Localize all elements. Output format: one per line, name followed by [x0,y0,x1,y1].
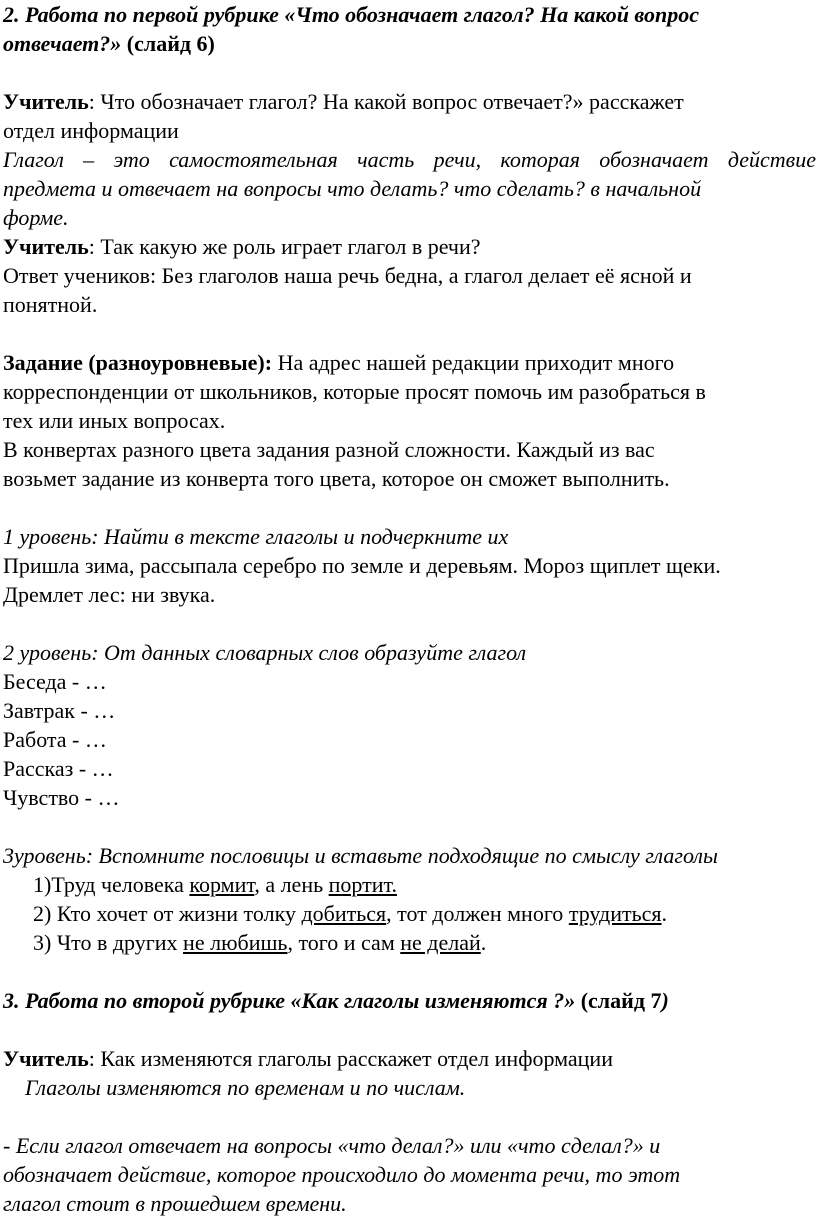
past-tense-line3: глагол стоит в прошедшем времени. [3,1191,347,1216]
section2-slide: (слайд 6) [126,31,215,56]
proverb-text: 3) Что в других [33,930,184,955]
teacher3-line [3,1044,816,1073]
teacher1-line1 [3,87,816,116]
level2-word: Завтрак - … [3,698,116,723]
level2-word: Чувство - … [3,785,120,810]
teacher-label: Учитель [3,234,89,259]
spacer [3,812,816,841]
spacer [3,609,816,638]
spacer [3,957,816,986]
teacher3-text: : Как изменяются глаголы расскажет отдел информации [88,1046,613,1071]
proverb-2 [3,899,816,928]
teacher-label: Учитель [3,89,89,114]
task-line1 [3,348,816,377]
level3-title: 3уровень: Вспомните пословицы и вставьте подходящие по смыслу глаголы [3,843,718,868]
proverb-verb: трудиться [568,901,662,926]
proverb-3 [3,928,816,957]
teacher-label: Учитель [3,1046,89,1071]
task-line4: В конвертах разного цвета задания разной сложности. Каждый из вас [3,437,655,462]
proverb-verb: добиться [301,901,387,926]
task-label: Задание (разноуровневые): [3,350,273,375]
proverb-text: 2) Кто хочет от жизни толку [33,901,302,926]
proverb-verb: кормит [189,872,255,897]
proverb-text: . [480,930,487,955]
section2-heading-cont: отвечает?» [3,31,122,56]
level2-title: 2 уровень: От данных словарных слов образуйте глагол [3,640,527,665]
level2-word: Рассказ - … [3,756,114,781]
teacher2-line [3,232,816,261]
proverb-1 [3,870,816,899]
proverb-text: 1)Труд человека [33,872,190,897]
proverb-verb: не делай [400,930,481,955]
past-tense-line2: обозначает действие, которое происходило до момента речи, то этот [3,1162,681,1187]
section3-slide: (слайд 7 [575,988,662,1013]
level2-word: Работа - … [3,727,107,752]
students-line2: понятной. [3,292,98,317]
spacer [3,493,816,522]
level1-line1: Пришла зима, рассыпала серебро по земле и деревьям. Мороз щиплет щеки. [3,553,721,578]
proverb-verb: не любишь [183,930,288,955]
proverb-text: , того и сам [287,930,401,955]
task-line3: тех или иных вопросах. [3,408,226,433]
spacer [3,58,816,87]
past-tense-line1: - Если глагол отвечает на вопросы «что делал?» или «что сделал?» и [3,1133,661,1158]
section3-heading [3,986,816,1015]
change-note: Глаголы изменяются по временам и по числам. [25,1075,466,1100]
definition-line2: предмета и отвечает на вопросы что делать? что сделать? в начальной [3,176,702,201]
proverb-verb: портит. [328,872,397,897]
section2-heading-line2 [3,29,816,58]
spacer [3,1102,816,1131]
section2-heading-line1: 2. Работа по первой рубрике «Что обозначает глагол? На какой вопрос [3,2,699,27]
level1-title: 1 уровень: Найти в тексте глаголы и подчеркните их [3,524,509,549]
spacer [3,1015,816,1044]
task-line2: корреспонденции от школьников, которые просят помочь им разобраться в [3,379,706,404]
proverb-text: . [661,901,668,926]
teacher1-text: : Что обозначает глагол? На какой вопрос отвечает?» расскажет [88,89,684,114]
definition-line3: форме. [3,205,69,230]
task-text: На адрес нашей редакции приходит много [272,350,675,375]
proverb-text: , а лень [254,872,329,897]
section3-heading-text: 3. Работа по второй рубрике «Как глаголы изменяются ?» [3,988,576,1013]
level1-line2: Дремлет лес: ни звука. [3,582,216,607]
students-line1: Ответ учеников: Без глаголов наша речь бедна, а глагол делает её ясной и [3,263,692,288]
proverb-text: , тот должен много [386,901,569,926]
teacher2-text: : Так какую же роль играет глагол в речи? [88,234,481,259]
level2-word: Беседа - … [3,669,107,694]
definition-line1: Глагол – это самостоятельная часть речи, которая обозначает действие [3,147,816,172]
task-line5: возьмет задание из конверта того цвета, которое он сможет выполнить. [3,466,670,491]
spacer [3,319,816,348]
teacher1-line2: отдел информации [3,118,179,143]
section3-slide-close: ) [661,988,669,1013]
